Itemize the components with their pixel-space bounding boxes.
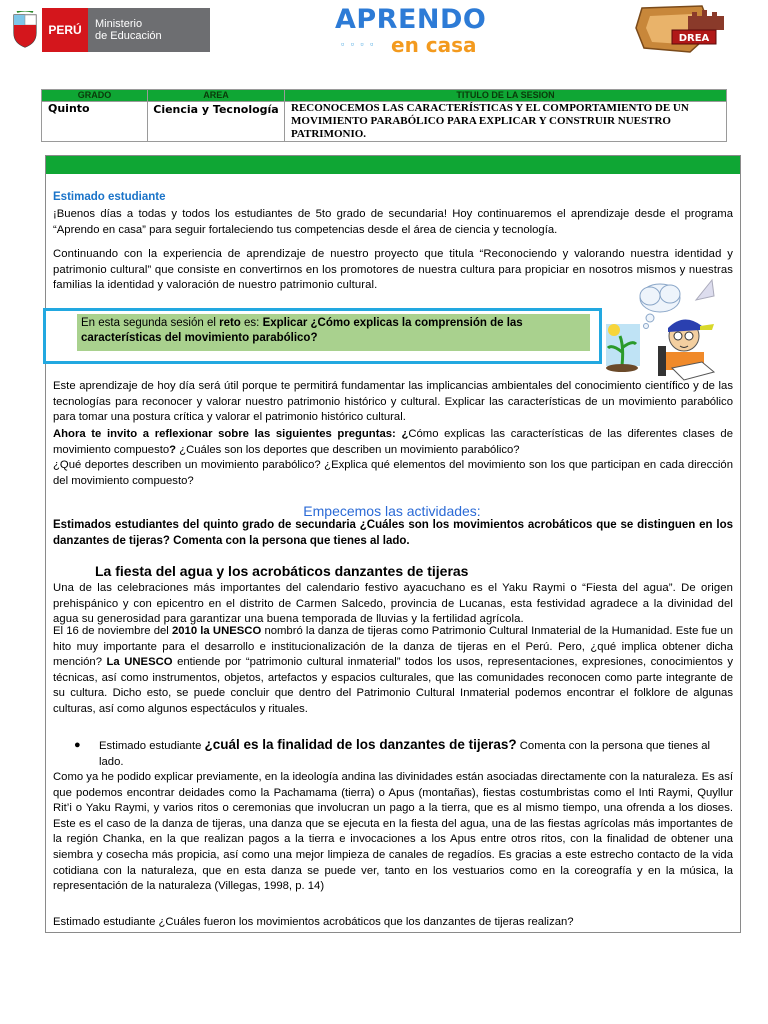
minedu-country-label: PERÚ [42,8,88,52]
header-grado: GRADO [42,90,148,102]
empecemos-heading: Empecemos las actividades: [303,503,481,519]
aprendo-dots-icon: ▫ ▫ ▫ ▫ [341,39,376,49]
reto-text [77,314,590,351]
reto-word: reto [219,317,241,329]
minedu-line2: de Educación [95,30,162,42]
greeting-title: Estimado estudiante [53,191,166,203]
paragraph-aprendizaje: Este aprendizaje de hoy día será útil porque te permitirá fundamentar las implicancias ambientales del conocimiento científico y de las tecnologías para reconocer y valorar nuestro patrimonio histórico y cultural. Explicar las características de un movimiento parabólico para tomar una postura crítica y valorar el patrimonio histórico cultural. [53,380,733,424]
reflexion-question-b: ¿Cuáles son los deportes que describen un movimiento parabólico? [176,443,520,456]
reflexion-qmark: ? [169,443,177,456]
aprendo-subtitle: en casa [391,33,477,57]
paragraph-finalidad [99,737,733,770]
finalidad-b: Comenta con la persona que tienes al lado. [99,740,711,768]
finalidad-question: ¿cuál es la finalidad de los danzantes de tijeras? [204,737,517,752]
paragraph-movimientos: Estimado estudiante ¿Cuáles fueron los movimientos acrobáticos que los danzantes de tijeras realizan? [53,916,574,928]
minedu-line1: Ministerio [95,18,143,30]
unesco-bold2: La UNESCO [106,656,173,669]
reto-mid: es: [240,317,263,329]
titulo-value: RECONOCEMOS LAS CARACTERÍSTICAS Y EL COMPORTAMIENTO DE UN MOVIMIENTO PARABÓLICO PARA EXPLICAR Y CONSTRUIR NUESTRO PATRIMONIO. [285,102,727,142]
unesco-a: El 16 de noviembre del [53,625,172,637]
minedu-name [88,8,210,52]
student-thinking-illustration-icon [602,276,726,384]
unesco-b: nombró la danza de tijeras como Patrimonio Cultural Inmaterial de la Humanidad. Este fue un hito muy importante para el desarrollo e institucionalización de la danza de tijeras en el Perú. Pero, ¿qué implica obtener dicha mención? [53,625,733,669]
paragraph-ideologia: Como ya he podido explicar previamente, en la ideología andina las divinidades están asociadas directamente con la naturaleza. Es así que podemos encontrar deidades como la Pachamama (tierra) o Apus (montañas), fiestas costumbristas como el Inti Raymi, Quyllur Rit’i o Yaku Raymi, y varios ritos o ceremonias que involucran un pago a la tierra, que es al mismo tiempo, una ofrenda a los dioses. Este es el caso de la danza de tijeras, una danza que se ejecuta en la fiesta del agua, una de las fiestas agrícolas más importantes de la región Chanka, en la que realizan pagos a la tierra e invocaciones a los Apus entre otros ritos, con la finalidad de obtener una siembra y cosecha más propicia, así como una mejor limpieza de canales de regadíos. Es gracias a este estrecho contacto de la vida cotidiana con la naturaleza, que en esta danza se puede ver, tanto en los vestuarios como en la coreografía y en la música, la representación de la naturaleza (Villegas, 1998, p. 14) [53,771,733,893]
reflexion-question-a: Cómo explicas las características de las diferentes clases de movimiento compuesto [53,428,734,456]
minedu-logo [8,8,210,52]
paragraph-estimados: Estimados estudiantes del quinto grado de secundaria ¿Cuáles son los movimientos acrobáticos que se distinguen en los danzantes de tijeras? Comenta con la persona que tienes al lado. [53,519,733,547]
paragraph-intro: ¡Buenos días a todas y todos los estudiantes de 5to grado de secundaria! Hoy continuaremos el aprendizaje desde el programa “Aprendo en casa” para seguir fortaleciendo tus competencias desde el área de ciencia y tecnología. [53,208,733,236]
unesco-bold1: 2010 la UNESCO [171,625,262,637]
reflexion-lead: Ahora te invito a reflexionar sobre las siguientes preguntas: ¿ [53,428,409,440]
finalidad-a: Estimado estudiante [99,740,205,752]
paragraph-deportes: ¿Qué deportes describen un movimiento parabólico? ¿Explica qué elementos del movimiento son los que participan en cada dirección del movimiento compuesto? [53,459,733,487]
header-area: AREA [148,90,285,102]
reto-prefix: En esta segunda sesión el [81,317,220,329]
drea-logo-icon [632,2,726,54]
peru-coat-of-arms-icon [8,8,42,52]
bullet-icon: ● [74,739,81,751]
paragraph-project: Continuando con la experiencia de aprendizaje de nuestro proyecto que titula “Reconociendo y valorando nuestra identidad y patrimonio cultural” que consiste en convertirnos en los promotores de nuestra cultura para propiciar en nosotros mismos y nuestras familias la identidad y valoración de nuestro patrimonio cultural. [53,248,733,292]
drea-label: DREA [678,33,710,44]
aprendo-en-casa-logo [335,4,487,57]
reto-question: Explicar ¿Cómo explicas la comprensión de las características del movimiento parabólico? [81,317,523,344]
info-table-row [42,102,727,142]
info-table-header-row [42,90,727,102]
fiesta-title: La fiesta del agua y los acrobáticos danzantes de tijeras [95,563,469,579]
aprendo-title: APRENDO [335,4,487,35]
green-header-bar [46,156,740,174]
area-value: Ciencia y Tecnología [148,102,285,142]
paragraph-fiesta: Una de las celebraciones más importantes del calendario festivo ayacuchano es el Yaku Raymi o “Fiesta del agua”. De origen prehispánico y con epicentro en el distrito de Carmen Salcedo, provincia de Lucanas, esta festividad agradece a la divinidad del agua su generosidad para garantizar una buena temporada de lluvias y la fertilidad agrícola. [53,582,733,626]
unesco-c: entiende por “patrimonio cultural inmaterial” todos los usos, representaciones, expresiones, conocimientos y técnicas, así como instrumentos, objetos, artefactos y espacios culturales, que las comunidades reconocen como parte integrante de su cultura. Dicho esto, se puede concluir que dentro del Patrimonio Cultural Inmaterial podemos encontrar el folklore de algunas culturas, así como algunos espectáculos y rituales. [53,656,733,715]
session-info-table [41,89,727,142]
grado-value: Quinto [42,102,148,142]
header-titulo: TITULO DE LA SESION [285,90,727,102]
paragraph-reflexion [53,427,733,458]
paragraph-unesco [53,624,733,718]
